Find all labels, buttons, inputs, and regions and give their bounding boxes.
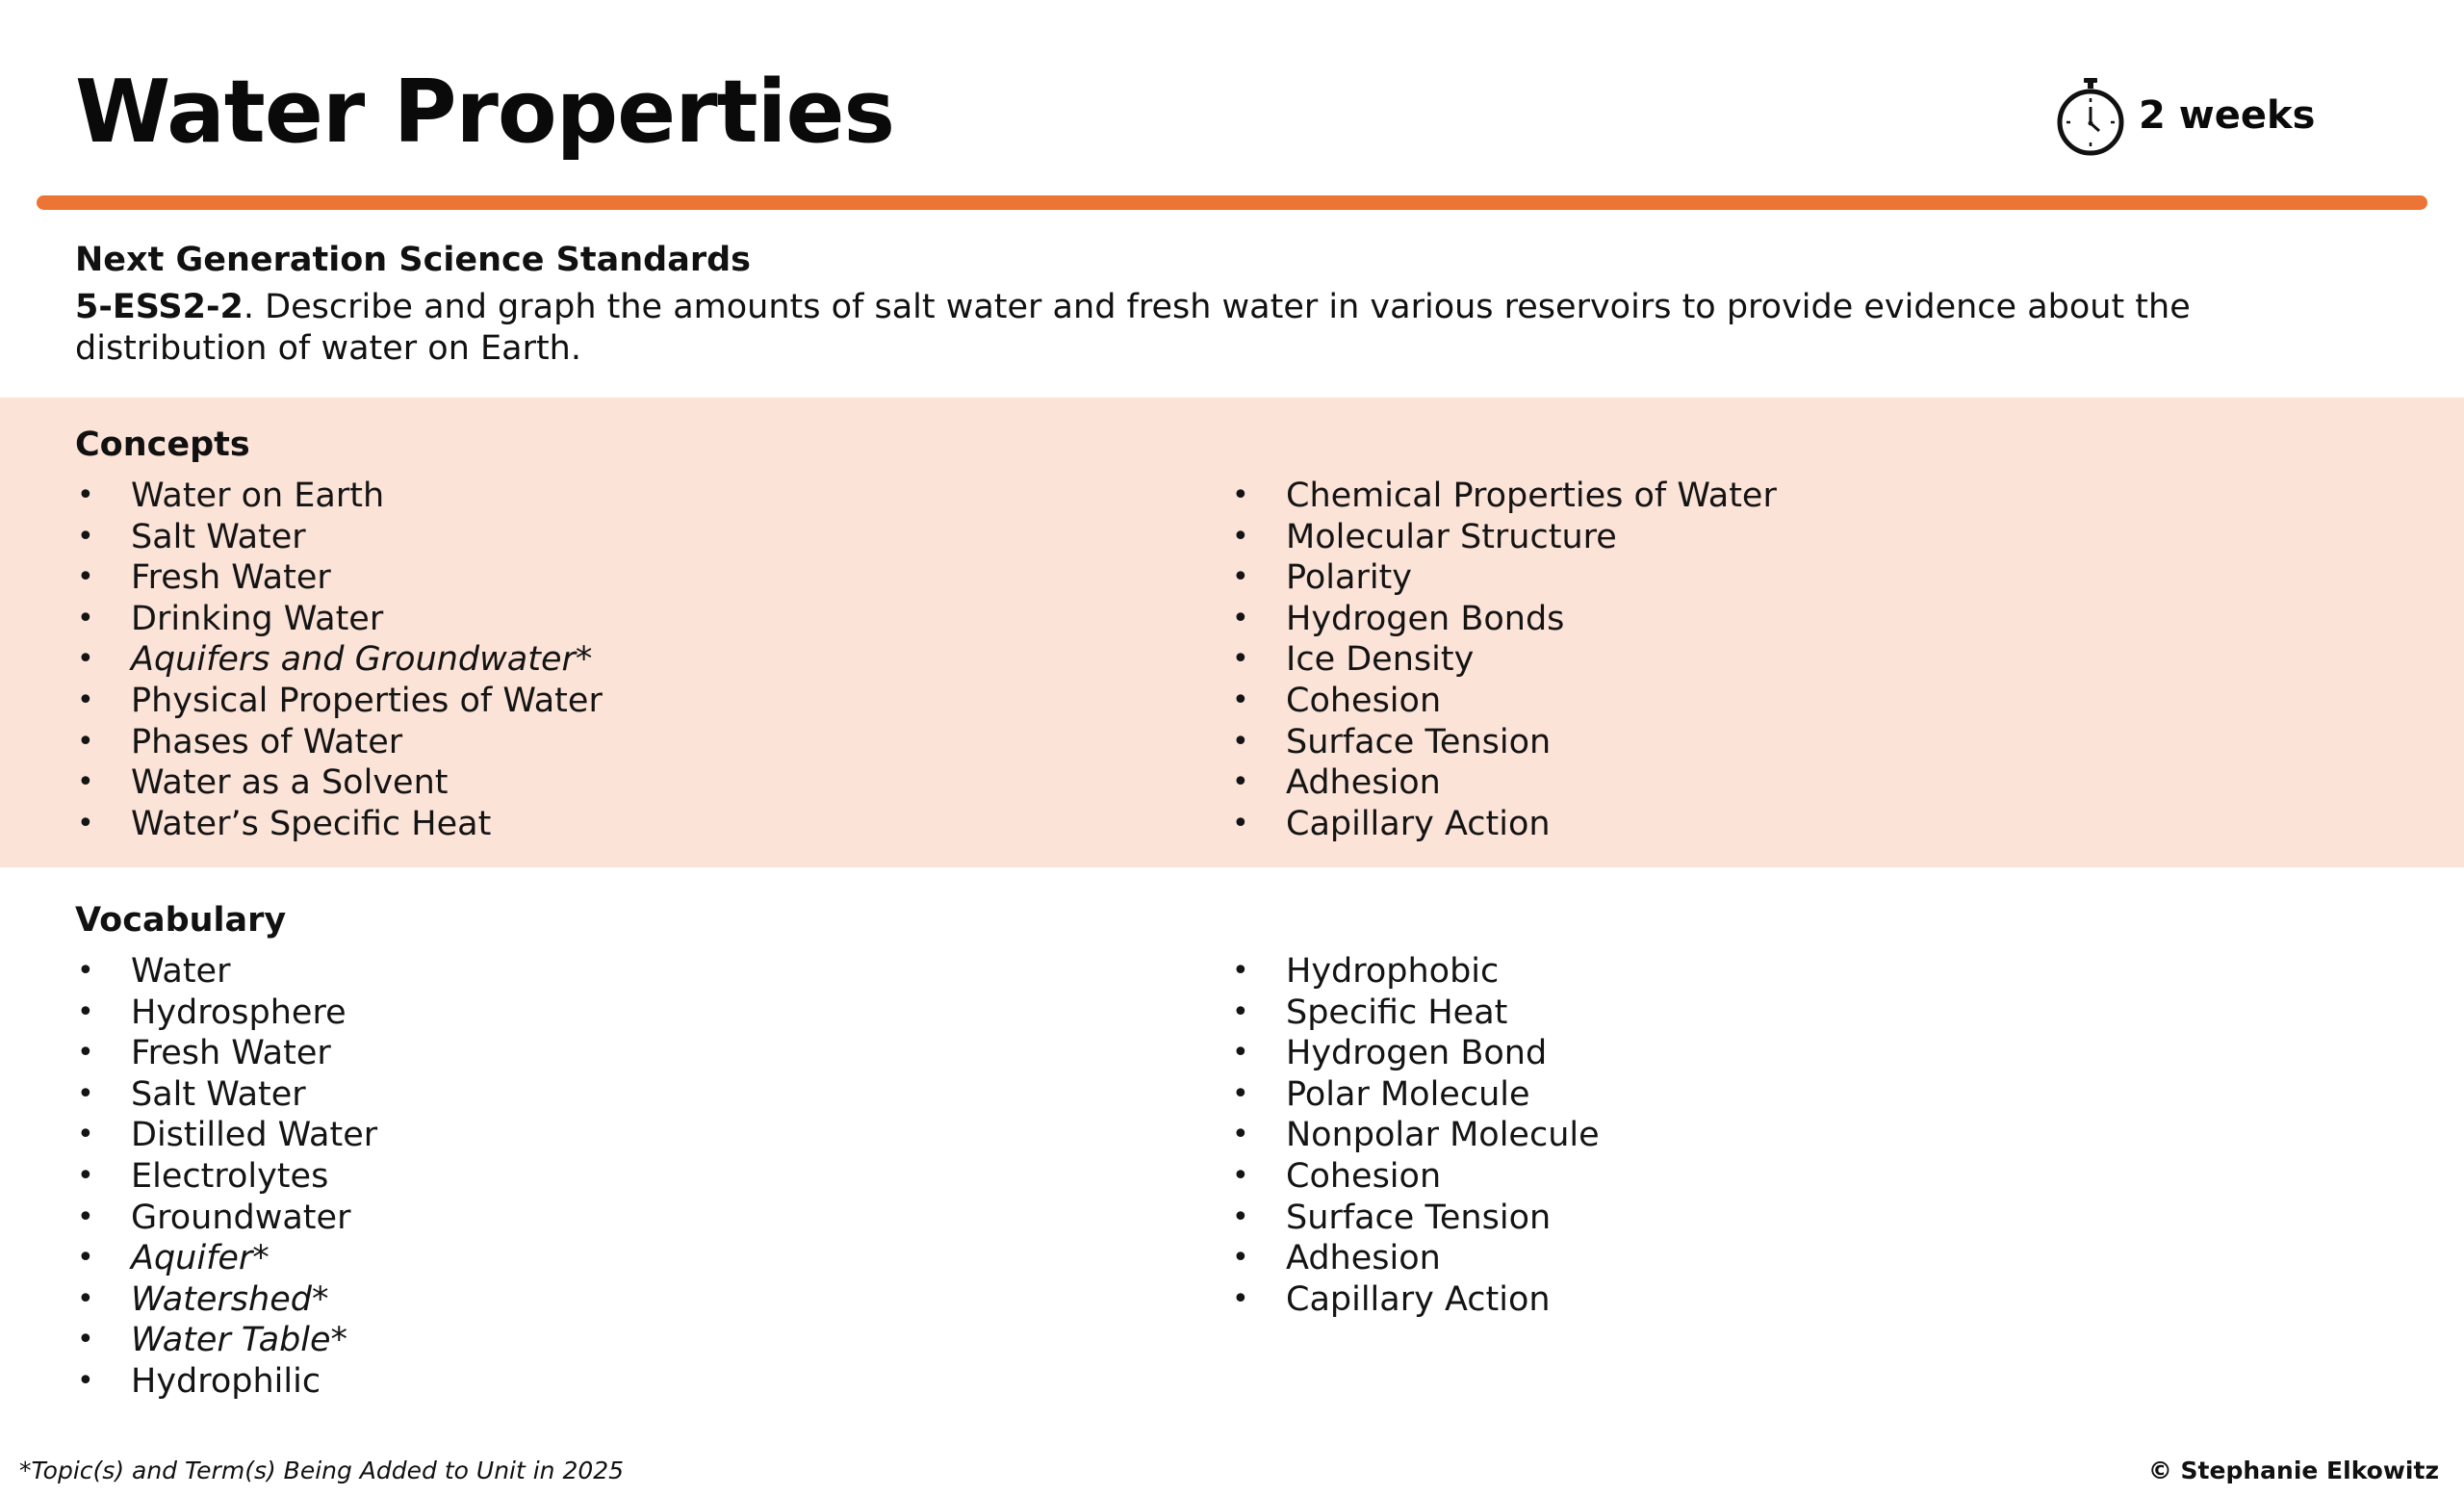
bullet-icon: • bbox=[77, 954, 94, 988]
list-item-label: Water’s Specific Heat bbox=[131, 804, 492, 843]
vocabulary-heading: Vocabulary bbox=[75, 901, 287, 940]
list-item bbox=[75, 557, 1134, 599]
list-item bbox=[75, 804, 1134, 845]
list-item bbox=[75, 1238, 1134, 1279]
list-item bbox=[75, 762, 1134, 804]
concepts-list-right bbox=[1230, 476, 2289, 844]
stopwatch-icon bbox=[2054, 75, 2127, 156]
list-item-label: Groundwater bbox=[131, 1198, 351, 1237]
list-item bbox=[75, 1156, 1134, 1198]
list-item bbox=[1230, 681, 2289, 722]
list-item bbox=[1230, 557, 2289, 599]
bullet-icon: • bbox=[1232, 683, 1249, 717]
list-item bbox=[75, 1033, 1134, 1074]
standard-text bbox=[75, 287, 2385, 370]
bullet-icon: • bbox=[77, 1076, 94, 1111]
bullet-icon: • bbox=[77, 1199, 94, 1234]
list-item bbox=[1230, 1156, 2289, 1198]
bullet-icon: • bbox=[77, 1323, 94, 1357]
bullet-icon: • bbox=[77, 765, 94, 800]
duration-indicator bbox=[2054, 75, 2315, 156]
list-item bbox=[75, 1279, 1134, 1321]
list-item bbox=[75, 1198, 1134, 1239]
bullet-icon: • bbox=[1232, 560, 1249, 595]
duration-label: 2 weeks bbox=[2139, 93, 2316, 138]
list-item-label: Adhesion bbox=[1286, 763, 1441, 803]
list-item bbox=[75, 681, 1134, 722]
bullet-icon: • bbox=[1232, 642, 1249, 677]
list-item bbox=[75, 476, 1134, 517]
standard-code: 5-ESS2-2 bbox=[75, 288, 244, 326]
list-item bbox=[1230, 599, 2289, 640]
list-item bbox=[1230, 1033, 2289, 1074]
bullet-icon: • bbox=[1232, 1036, 1249, 1070]
list-item-label: Water bbox=[131, 952, 231, 991]
list-item bbox=[75, 1320, 1134, 1361]
list-item bbox=[75, 639, 1134, 681]
header-divider bbox=[37, 195, 2427, 210]
concepts-heading: Concepts bbox=[75, 426, 250, 464]
bullet-icon: • bbox=[1232, 1199, 1249, 1234]
list-item bbox=[1230, 951, 2289, 993]
list-item-label: Ice Density bbox=[1286, 640, 1475, 680]
list-item-label: Cohesion bbox=[1286, 681, 1442, 720]
list-item bbox=[75, 1115, 1134, 1156]
bullet-icon: • bbox=[77, 1118, 94, 1152]
list-item bbox=[1230, 639, 2289, 681]
list-item-label: Water as a Solvent bbox=[131, 763, 449, 803]
list-item-label: Fresh Water bbox=[131, 558, 331, 598]
list-item bbox=[1230, 993, 2289, 1034]
footnote: *Topic(s) and Term(s) Being Added to Unit in 2025 bbox=[19, 1457, 625, 1484]
list-item bbox=[1230, 762, 2289, 804]
bullet-icon: • bbox=[77, 994, 94, 1029]
list-item-label: Salt Water bbox=[131, 1074, 306, 1114]
list-item-label: Watershed* bbox=[131, 1279, 329, 1319]
bullet-icon: • bbox=[77, 1363, 94, 1398]
bullet-icon: • bbox=[1232, 478, 1249, 512]
list-item-label: Capillary Action bbox=[1286, 804, 1551, 843]
bullet-icon: • bbox=[1232, 994, 1249, 1029]
list-item bbox=[1230, 804, 2289, 845]
list-item bbox=[1230, 1279, 2289, 1321]
bullet-icon: • bbox=[77, 1158, 94, 1193]
bullet-icon: • bbox=[1232, 1118, 1249, 1152]
bullet-icon: • bbox=[1232, 1076, 1249, 1111]
list-item bbox=[1230, 722, 2289, 763]
bullet-icon: • bbox=[77, 642, 94, 677]
list-item-label: Physical Properties of Water bbox=[131, 681, 603, 720]
list-item bbox=[1230, 1074, 2289, 1116]
standard-description: . Describe and graph the amounts of salt water and fresh water in various reservoirs to provide evidence about the distribution of water on Earth. bbox=[75, 288, 2191, 368]
list-item bbox=[75, 993, 1134, 1034]
bullet-icon: • bbox=[1232, 519, 1249, 554]
list-item-label: Water Table* bbox=[131, 1321, 348, 1360]
list-item-label: Salt Water bbox=[131, 517, 306, 556]
list-item-label: Molecular Structure bbox=[1286, 517, 1617, 556]
list-item-label: Electrolytes bbox=[131, 1156, 329, 1196]
bullet-icon: • bbox=[1232, 954, 1249, 988]
bullet-icon: • bbox=[77, 683, 94, 717]
concepts-list-left bbox=[75, 476, 1134, 844]
list-item-label: Specific Heat bbox=[1286, 993, 1508, 1032]
list-item-label: Drinking Water bbox=[131, 599, 384, 638]
list-item-label: Fresh Water bbox=[131, 1034, 331, 1073]
list-item-label: Aquifers and Groundwater* bbox=[131, 640, 593, 680]
list-item bbox=[75, 951, 1134, 993]
list-item bbox=[75, 1361, 1134, 1403]
page-title: Water Properties bbox=[75, 62, 895, 163]
bullet-icon: • bbox=[77, 724, 94, 759]
bullet-icon: • bbox=[77, 478, 94, 512]
list-item bbox=[1230, 1115, 2289, 1156]
list-item bbox=[75, 517, 1134, 558]
bullet-icon: • bbox=[1232, 806, 1249, 840]
list-item-label: Aquifer* bbox=[131, 1239, 270, 1278]
list-item-label: Hydrophobic bbox=[1286, 952, 1500, 991]
list-item bbox=[1230, 1238, 2289, 1279]
bullet-icon: • bbox=[77, 560, 94, 595]
list-item-label: Chemical Properties of Water bbox=[1286, 477, 1777, 515]
bullet-icon: • bbox=[77, 806, 94, 840]
list-item-label: Hydrogen Bond bbox=[1286, 1034, 1548, 1073]
list-item-label: Adhesion bbox=[1286, 1239, 1441, 1278]
bullet-icon: • bbox=[1232, 1158, 1249, 1193]
vocabulary-list-left bbox=[75, 951, 1134, 1403]
bullet-icon: • bbox=[1232, 1241, 1249, 1276]
list-item-label: Phases of Water bbox=[131, 722, 403, 761]
list-item-label: Distilled Water bbox=[131, 1116, 378, 1155]
bullet-icon: • bbox=[1232, 601, 1249, 635]
list-item-label: Surface Tension bbox=[1286, 1198, 1552, 1237]
list-item-label: Hydrophilic bbox=[131, 1361, 321, 1401]
list-item-label: Surface Tension bbox=[1286, 722, 1552, 761]
list-item bbox=[1230, 517, 2289, 558]
list-item bbox=[75, 599, 1134, 640]
bullet-icon: • bbox=[1232, 1281, 1249, 1316]
bullet-icon: • bbox=[77, 1281, 94, 1316]
bullet-icon: • bbox=[1232, 724, 1249, 759]
vocabulary-list-right bbox=[1230, 951, 2289, 1320]
bullet-icon: • bbox=[77, 1241, 94, 1276]
bullet-icon: • bbox=[77, 601, 94, 635]
list-item-label: Nonpolar Molecule bbox=[1286, 1116, 1600, 1155]
list-item bbox=[1230, 1198, 2289, 1239]
list-item bbox=[75, 1074, 1134, 1116]
list-item-label: Polar Molecule bbox=[1286, 1074, 1530, 1114]
list-item bbox=[1230, 476, 2289, 517]
bullet-icon: • bbox=[77, 519, 94, 554]
list-item-label: Polarity bbox=[1286, 558, 1412, 598]
list-item bbox=[75, 722, 1134, 763]
list-item-label: Hydrogen Bonds bbox=[1286, 599, 1565, 638]
copyright: © Stephanie Elkowitz bbox=[2147, 1457, 2439, 1484]
bullet-icon: • bbox=[1232, 765, 1249, 800]
list-item-label: Capillary Action bbox=[1286, 1279, 1551, 1319]
standards-heading: Next Generation Science Standards bbox=[75, 241, 751, 279]
list-item-label: Cohesion bbox=[1286, 1156, 1442, 1196]
list-item-label: Water on Earth bbox=[131, 477, 385, 515]
list-item-label: Hydrosphere bbox=[131, 993, 346, 1032]
bullet-icon: • bbox=[77, 1036, 94, 1070]
